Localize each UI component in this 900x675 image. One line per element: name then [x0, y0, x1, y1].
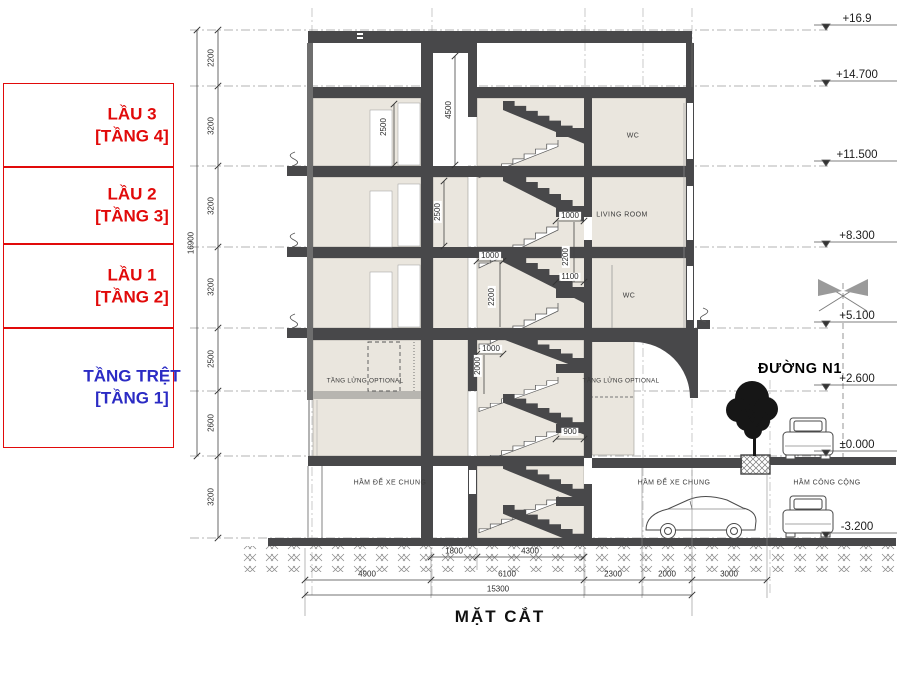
room-label-wc-lower: WC [622, 292, 636, 300]
elevation-label: +5.100 [839, 310, 875, 322]
car-side-basement [646, 497, 756, 539]
dim-shaft-height: 4500 [443, 101, 453, 119]
dim-bottom: 2300 [604, 569, 622, 579]
dim-landing-width: 1100 [561, 271, 579, 281]
dim-level: 2500 [206, 350, 216, 368]
dim-stair-height: 2200 [560, 248, 570, 266]
dim-level: 3200 [206, 488, 216, 506]
dim-corridor-height: 2500 [432, 203, 442, 221]
dim-bottom: 4300 [521, 546, 539, 556]
dim-overall-height: 16900 [186, 231, 196, 255]
legend-floor1-label: TẦNG TRỆT [TẦNG 1] [83, 366, 181, 407]
floor-slab-11500 [308, 166, 692, 177]
shaft-wall [468, 43, 477, 117]
road-label: ĐƯỜNG N1 [758, 361, 842, 377]
room-label-basement-left: HẦM ĐỂ XE CHUNG [353, 479, 427, 487]
dim-landing-width: 1000 [481, 250, 499, 260]
dim-level: 2200 [206, 49, 216, 67]
dim-landing-width: 1000 [561, 210, 579, 220]
elevation-label: +11.500 [836, 149, 878, 161]
elevation-label: ±0.000 [839, 439, 875, 451]
elevation-label: +14.700 [836, 69, 878, 81]
tree-planter [741, 455, 770, 474]
balcony-slab [287, 247, 308, 257]
elevation-label: +8.300 [839, 230, 875, 242]
dim-bottom: 2000 [658, 569, 676, 579]
legend-floor4-label: LẦU 3 [TẦNG 4] [95, 104, 169, 145]
room-fills [313, 98, 686, 538]
dim-bottom: 6100 [498, 569, 516, 579]
ground-hatch [240, 546, 896, 572]
dim-bottom: 1800 [445, 546, 463, 556]
dim-bottom: 3000 [720, 569, 738, 579]
room-label-mezzanine-right: TẦNG LỬNG OPTIONAL [582, 377, 660, 385]
drawing-title: MẶT CẮT [454, 607, 546, 626]
dim-step-width: 900 [563, 426, 577, 436]
room-label-basement-public: HẦM CÔNG CỘNG [793, 479, 861, 487]
room-label-basement-right: HẦM ĐỂ XE CHUNG [637, 479, 711, 487]
street-slab-left [584, 458, 742, 468]
legend-floor2-label: LẦU 1 [TẦNG 2] [95, 265, 169, 306]
basement-floor-slab [268, 538, 896, 546]
room-label-wc-upper: WC [626, 132, 640, 140]
dim-bottom: 4900 [358, 569, 376, 579]
dim-level: 3200 [206, 278, 216, 296]
balcony-slab [287, 166, 308, 176]
dim-landing-width: 1000 [482, 343, 500, 353]
legend-floor3-label: LẦU 2 [TẦNG 3] [95, 184, 169, 225]
room-label-living: LIVING ROOM [596, 211, 648, 219]
dim-level: 2600 [206, 414, 216, 432]
core-wall [421, 43, 433, 538]
dim-mezz-height: 2000 [472, 357, 482, 375]
dim-door-height: 2500 [378, 118, 388, 136]
roof-slab [308, 31, 692, 43]
elevation-label: +2.600 [839, 373, 875, 385]
car-rear-basement [783, 496, 833, 537]
elevation-label: +16.9 [842, 13, 872, 25]
ground-slab [308, 456, 584, 466]
mezzanine-optional-slab [313, 391, 421, 399]
floor-slab-14700 [308, 87, 692, 98]
balcony-slab [287, 328, 308, 338]
elevation-label: -3.200 [840, 521, 874, 533]
dim-level: 3200 [206, 197, 216, 215]
room-label-mezzanine-left: TẦNG LỬNG OPTIONAL [326, 377, 404, 385]
dim-total-width: 15300 [486, 584, 510, 594]
dim-stair-height: 2200 [486, 288, 496, 306]
dim-level: 3200 [206, 117, 216, 135]
